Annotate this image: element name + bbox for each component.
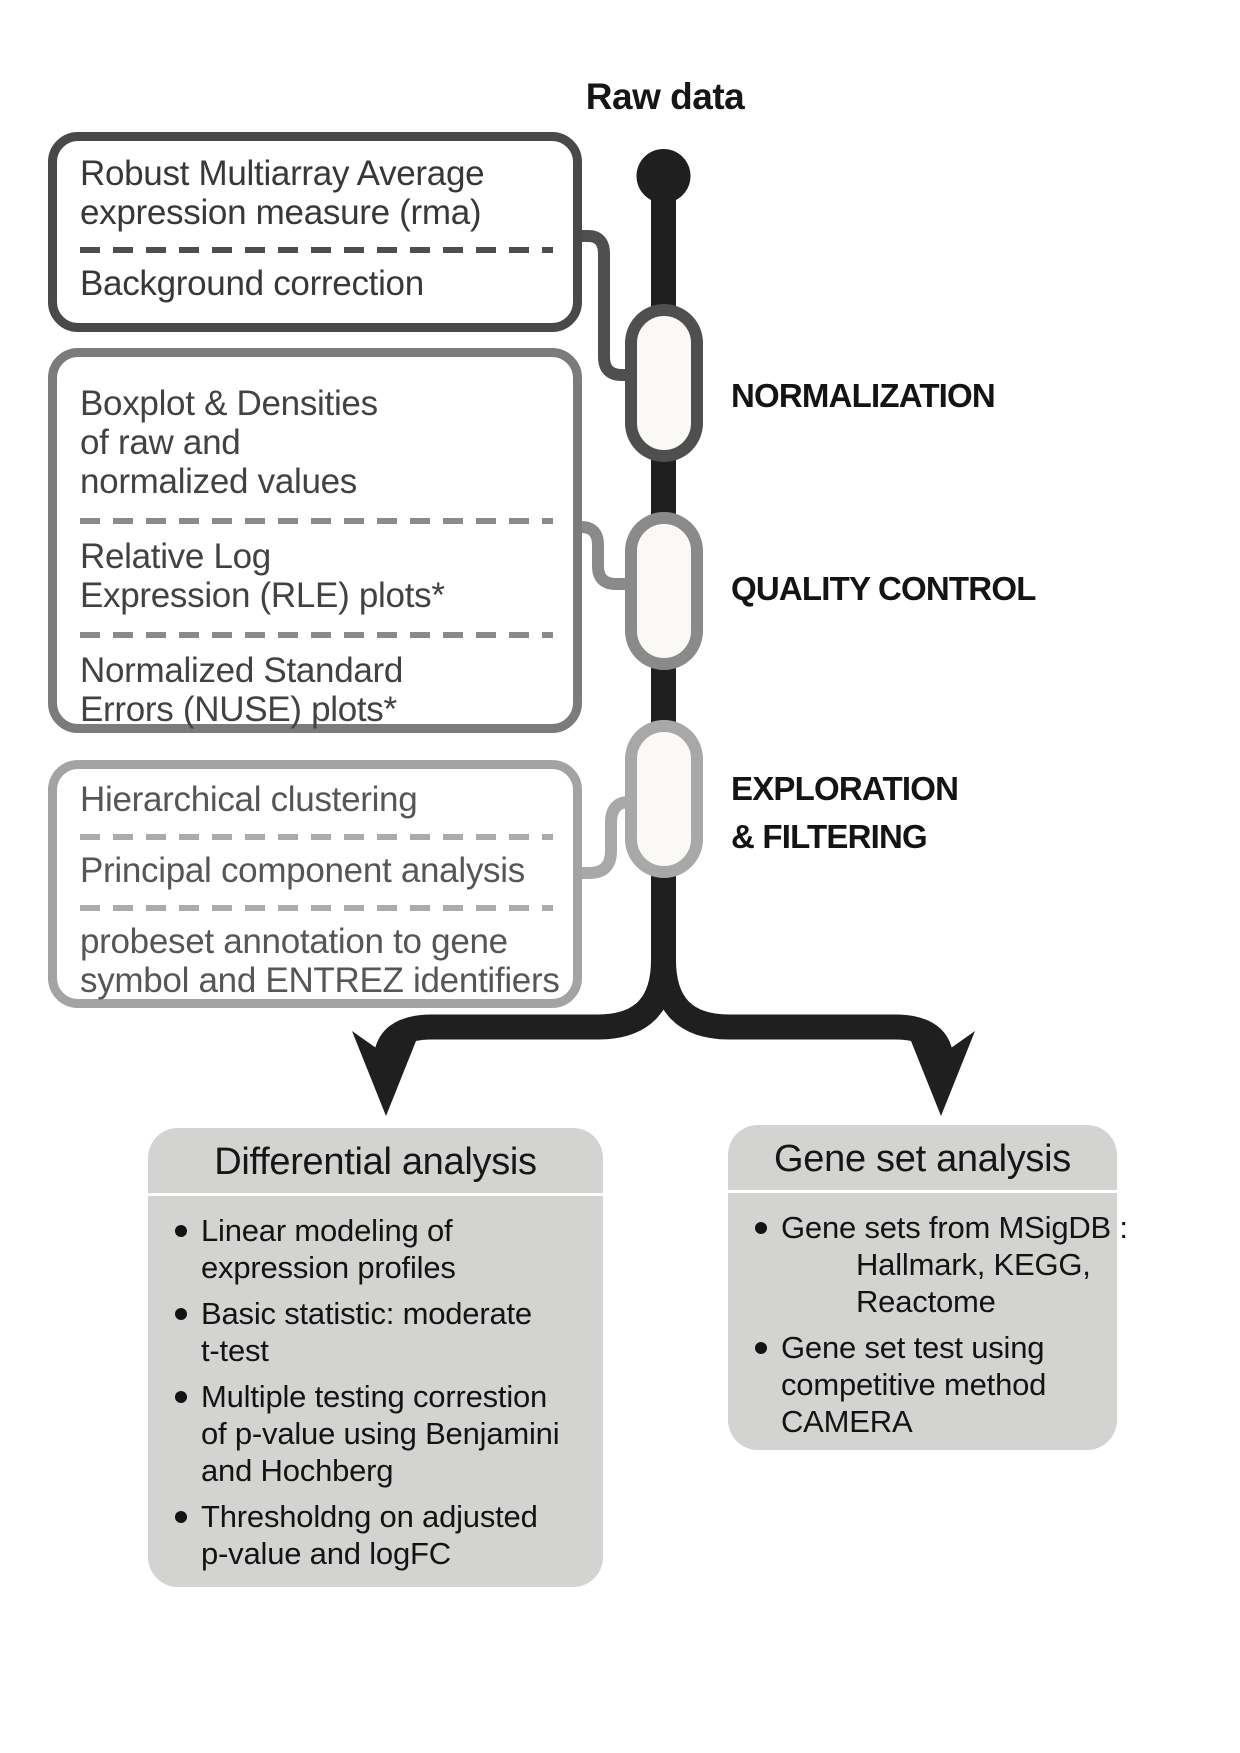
list-item-line: Basic statistic: moderate xyxy=(201,1296,532,1331)
list-item xyxy=(173,1295,593,1369)
differential-analysis-panel xyxy=(148,1128,603,1587)
list-item-line: competitive method xyxy=(781,1367,1047,1402)
stage-label-line: EXPLORATION xyxy=(731,770,959,807)
dashed-divider xyxy=(80,834,553,840)
exploration-steps-box xyxy=(48,760,582,1008)
quality-control-station-capsule xyxy=(625,512,703,670)
bullet-dot-icon xyxy=(755,1342,767,1354)
list-item xyxy=(173,1212,593,1286)
dashed-divider xyxy=(80,632,553,638)
list-item-line: Hallmark, KEGG, xyxy=(856,1247,1091,1282)
list-item-line: p-value and logFC xyxy=(201,1536,451,1571)
list-item-line: of p-value using Benjamini xyxy=(201,1416,560,1451)
list-item-line: CAMERA xyxy=(781,1404,913,1439)
raw-data-dot xyxy=(637,149,691,203)
step-text: Errors (NUSE) plots* xyxy=(80,690,397,729)
bullet-dot-icon xyxy=(175,1511,187,1523)
list-item-line: and Hochberg xyxy=(201,1453,394,1488)
step-text: Boxplot & Densities xyxy=(80,384,378,423)
list-item-line: Gene sets from MSigDB : xyxy=(781,1210,1128,1245)
bullet-dot-icon xyxy=(175,1391,187,1403)
step-text: Hierarchical clustering xyxy=(80,780,418,819)
step-text: Expression (RLE) plots* xyxy=(80,576,445,615)
step-text: Principal component analysis xyxy=(80,851,525,890)
list-item-line: Reactome xyxy=(856,1284,996,1319)
list-item-line: Gene set test using xyxy=(781,1330,1045,1365)
panel-title: Gene set analysis xyxy=(774,1138,1071,1180)
panel-body xyxy=(728,1193,1128,1440)
list-item xyxy=(753,1329,1107,1440)
dashed-divider xyxy=(80,518,553,524)
panel-title: Differential analysis xyxy=(214,1141,537,1183)
list-item-line: t-test xyxy=(201,1333,269,1368)
list-item-line: expression profiles xyxy=(201,1250,456,1285)
step-text: of raw and xyxy=(80,423,241,462)
step-text: Background correction xyxy=(80,264,424,303)
step-text: Normalized Standard xyxy=(80,651,404,690)
list-item xyxy=(173,1378,593,1489)
stage-label-quality-control: QUALITY CONTROL xyxy=(731,570,1036,607)
quality-control-steps-box xyxy=(48,348,582,733)
normalization-station-capsule xyxy=(625,304,703,462)
bullet-dot-icon xyxy=(175,1308,187,1320)
step-text: normalized values xyxy=(80,462,357,501)
panel-body xyxy=(148,1196,603,1572)
step-text: Robust Multiarray Average xyxy=(80,154,485,193)
bullet-dot-icon xyxy=(175,1225,187,1237)
stage-label-line: & FILTERING xyxy=(731,818,927,855)
step-text: Relative Log xyxy=(80,537,271,576)
gene-set-analysis-panel xyxy=(728,1125,1128,1450)
step-text: expression measure (rma) xyxy=(80,193,482,232)
bullet-dot-icon xyxy=(755,1222,767,1234)
list-item-line: Linear modeling of xyxy=(201,1213,453,1248)
stage-label-normalization: NORMALIZATION xyxy=(731,377,995,414)
split-arm-right xyxy=(664,960,942,1062)
dashed-divider xyxy=(80,905,553,911)
exploration-station-capsule xyxy=(625,720,703,878)
list-item xyxy=(753,1209,1128,1320)
stage-label-exploration-filtering xyxy=(731,765,958,861)
list-item xyxy=(173,1498,593,1572)
raw-data-label: Raw data xyxy=(585,76,745,117)
normalization-steps-box xyxy=(48,132,582,332)
step-text: symbol and ENTREZ identifiers xyxy=(80,961,560,1000)
dashed-divider xyxy=(80,247,553,253)
step-text: probeset annotation to gene xyxy=(80,922,508,961)
list-item-line: Multiple testing correstion xyxy=(201,1379,548,1414)
list-item-line: Thresholdng on adjusted xyxy=(201,1499,538,1534)
